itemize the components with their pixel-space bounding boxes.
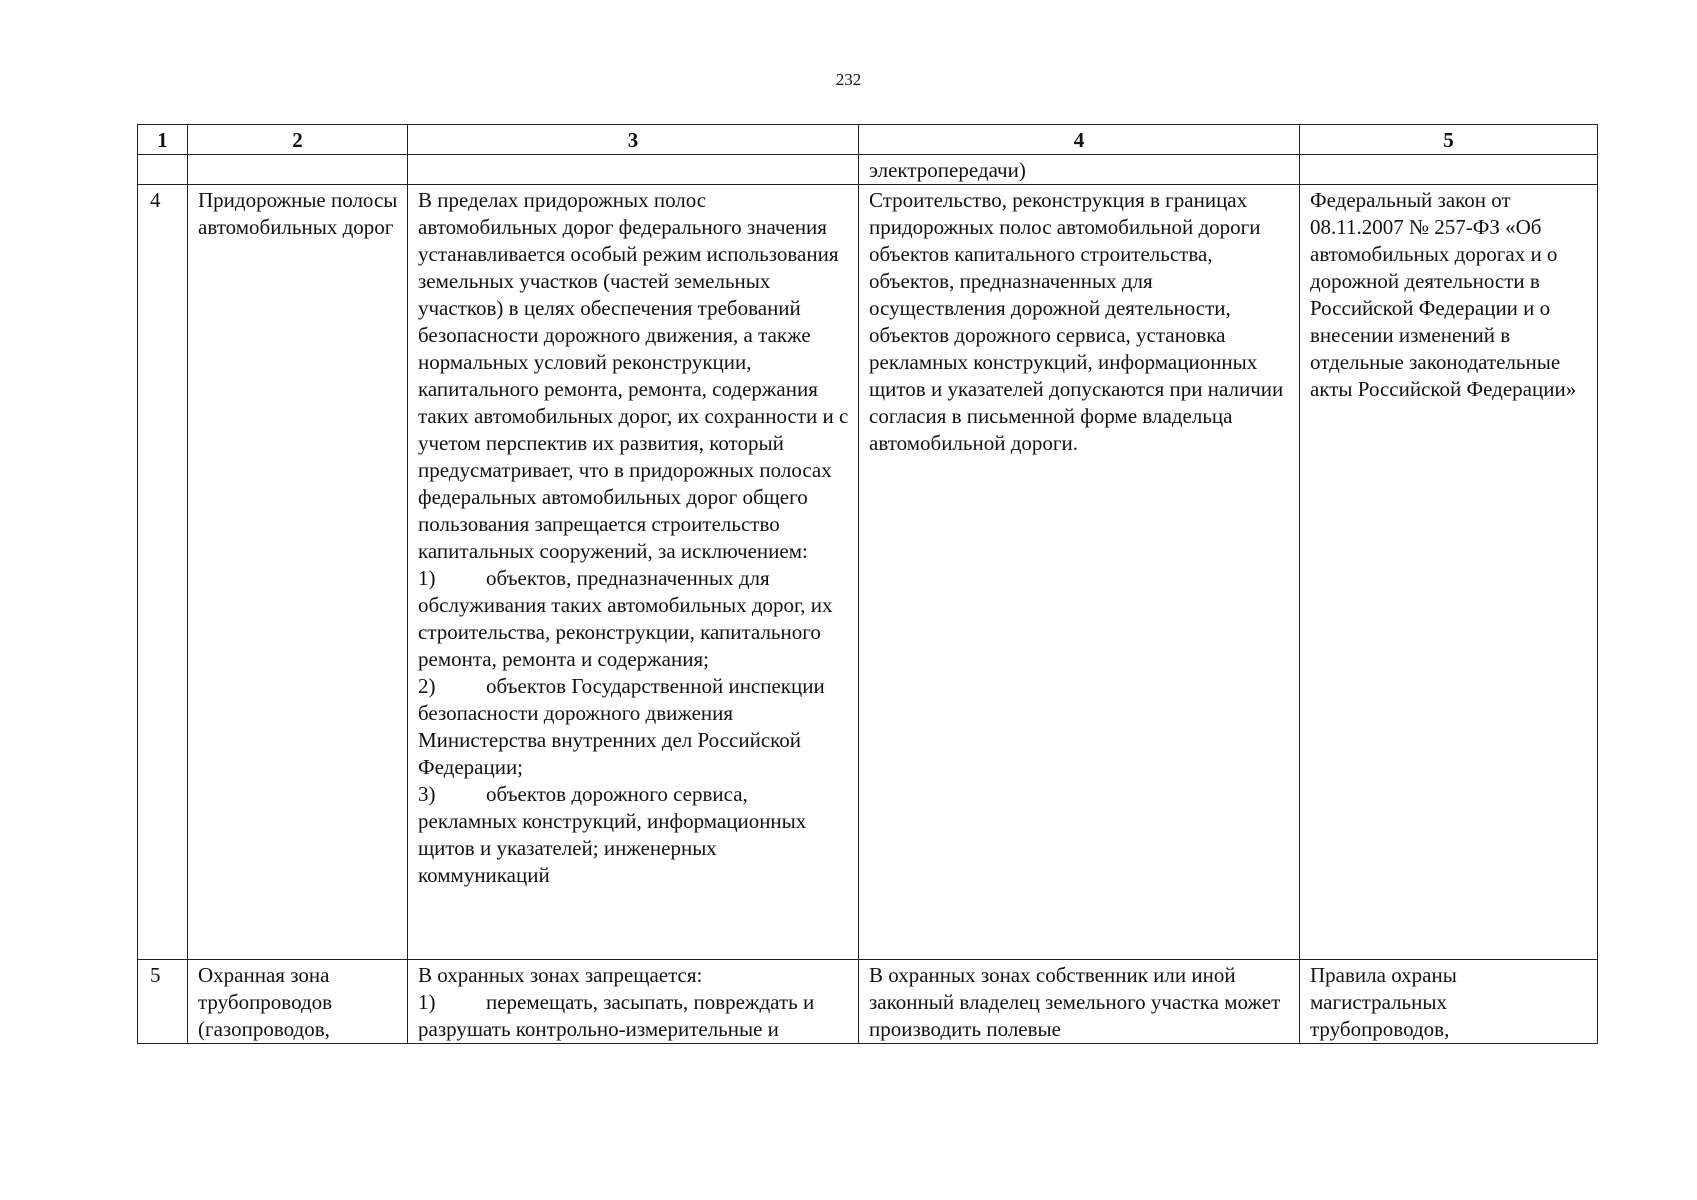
header-col-3: 3: [408, 125, 859, 155]
page-number: 232: [835, 70, 862, 89]
continuation-row: [138, 155, 1598, 185]
zone-law: Федеральный закон от 08.11.2007 № 257-ФЗ «Об автомобильных дорогах и о дорожной деятельности в Российской Федерации и о внесении изменений в отдельные законодательные акты Российской Федерации»: [1300, 185, 1598, 960]
regime-item-1: 1) перемещать, засыпать, повреждать и разрушать контрольно-измерительные и: [418, 990, 815, 1041]
regime-item-3: 3) объектов дорожного сервиса, рекламных конструкций, информационных щитов и указателей; инженерных коммуникаций: [418, 782, 807, 887]
header-col-5: 5: [1300, 125, 1598, 155]
continuation-cell: электропередачи): [859, 155, 1300, 185]
zone-regime: [408, 185, 859, 960]
zone-name: Охранная зона трубопроводов (газопроводов,: [188, 960, 408, 1044]
table-row-4: [138, 185, 1598, 960]
regime-intro: В охранных зонах запрещается:: [418, 963, 703, 987]
header-col-4: 4: [859, 125, 1300, 155]
row-number: 4: [138, 185, 188, 960]
header-col-2: 2: [188, 125, 408, 155]
row-number: 5: [138, 960, 188, 1044]
table-header-row: [138, 125, 1598, 155]
regime-item-1: 1) объектов, предназначенных для обслуживания таких автомобильных дорог, их строительства, реконструкции, капитального ремонта, ремонта и содержания;: [418, 566, 833, 671]
zone-conditions: Строительство, реконструкция в границах придорожных полос автомобильной дороги объектов капитального строительства, объектов, предназначенных для осуществления дорожной деятельности, объектов дорожного сервиса, установка рекламных конструкций, информационных щитов и указателей допускаются при наличии согласия в письменной форме владельца автомобильной дороги.: [859, 185, 1300, 960]
regime-item-2: 2) объектов Государственной инспекции безопасности дорожного движения Министерства внутренних дел Российской Федерации;: [418, 674, 825, 779]
zone-law: Правила охраны магистральных трубопроводов,: [1300, 960, 1598, 1044]
table-row-5: [138, 960, 1598, 1044]
zone-regime: [408, 960, 859, 1044]
zone-name: Придорожные полосы автомобильных дорог: [188, 185, 408, 960]
header-col-1: 1: [138, 125, 188, 155]
regime-intro: В пределах придорожных полос автомобильных дорог федерального значения устанавливается особый режим использования земельных участков (частей земельных участков) в целях обеспечения требований безопасности дорожного движения, а также нормальных условий реконструкции, капитального ремонта, ремонта, содержания таких автомобильных дорог, их сохранности и с учетом перспектив их развития, который предусматривает, что в придорожных полосах федеральных автомобильных дорог общего пользования запрещается строительство капитальных сооружений, за исключением:: [418, 188, 849, 563]
zone-conditions: В охранных зонах собственник или иной законный владелец земельного участка может производить полевые: [859, 960, 1300, 1044]
zones-table: [137, 124, 1598, 1044]
